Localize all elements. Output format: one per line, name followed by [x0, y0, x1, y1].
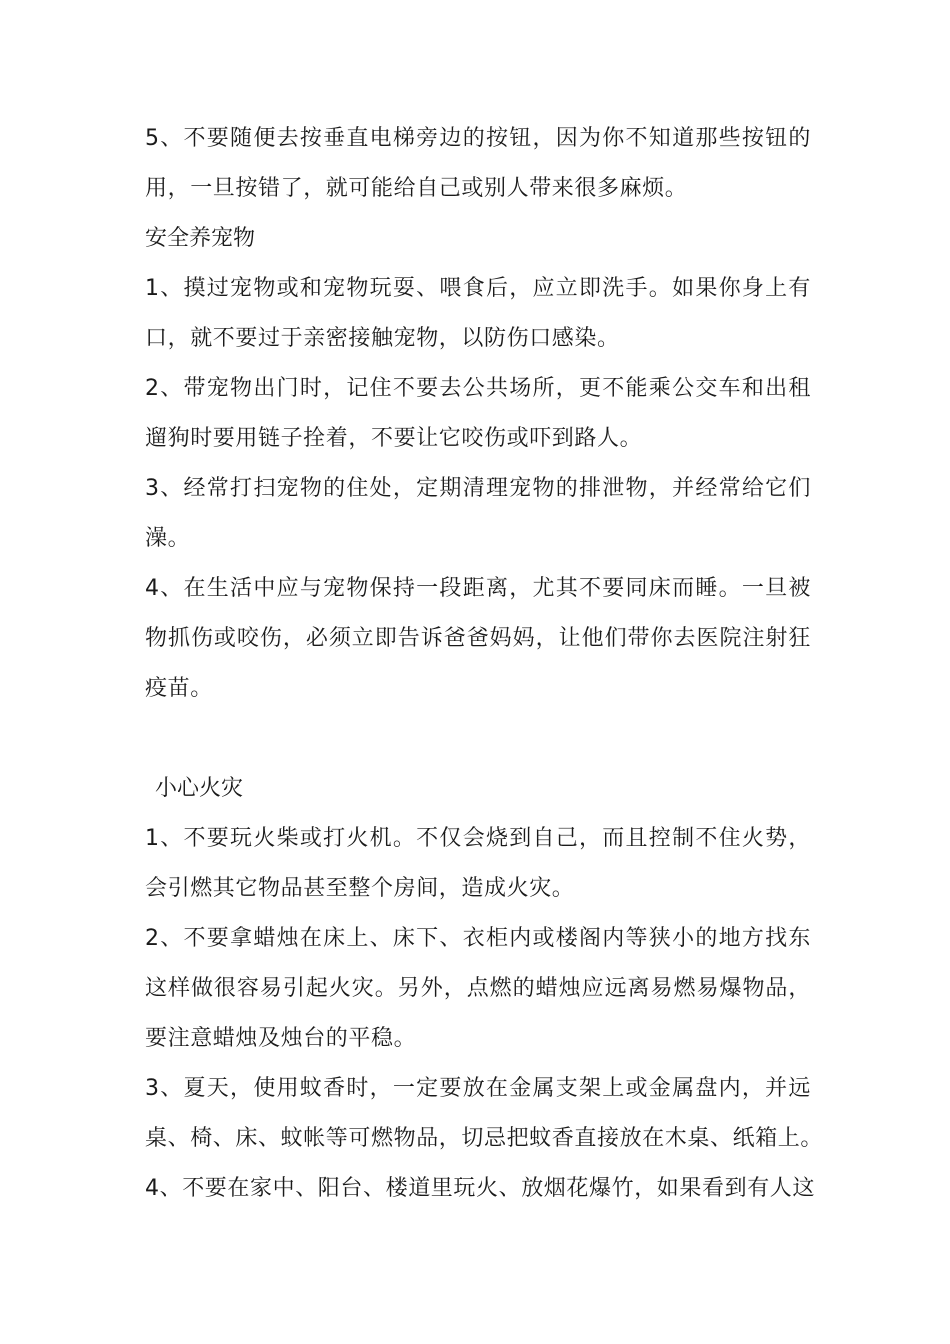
paragraph	[145, 564, 811, 714]
paragraph	[145, 464, 811, 564]
text-line: 2、带宠物出门时，记住不要去公共场所，更不能乘公交车和出租	[145, 376, 811, 401]
text-line: 疫苗。	[145, 676, 213, 701]
section-heading: 安全养宠物	[145, 226, 256, 251]
text-line: 3、夏天，使用蚊香时，一定要放在金属支架上或金属盘内，并远	[145, 1076, 811, 1101]
text-line: 1、不要玩火柴或打火机。不仅会烧到自己，而且控制不住火势，	[145, 826, 811, 851]
blank-line	[145, 714, 811, 764]
paragraph	[145, 814, 811, 914]
text-line: 这样做很容易引起火灾。另外，点燃的蜡烛应远离易燃易爆物品，	[145, 976, 811, 1001]
text-line: 要注意蜡烛及烛台的平稳。	[145, 1026, 417, 1051]
text-line: 4、在生活中应与宠物保持一段距离，尤其不要同床而睡。一旦被	[145, 576, 811, 601]
text-line: 用，一旦按错了，就可能给自己或别人带来很多麻烦。	[145, 176, 688, 201]
paragraph	[145, 114, 811, 214]
text-line: 会引燃其它物品甚至整个房间，造成火灾。	[145, 876, 575, 901]
text-line: 桌、椅、床、蚊帐等可燃物品，切忌把蚊香直接放在木桌、纸箱上。	[145, 1126, 824, 1151]
text-line: 3、经常打扫宠物的住处，定期清理宠物的排泄物，并经常给它们	[145, 476, 811, 501]
section-heading: 小心火灾	[155, 776, 244, 801]
paragraph	[145, 1064, 824, 1164]
text-line: 口，就不要过于亲密接触宠物，以防伤口感染。	[145, 326, 620, 351]
paragraph	[145, 914, 811, 1064]
text-line: 2、不要拿蜡烛在床上、床下、衣柜内或楼阁内等狭小的地方找东	[145, 926, 811, 951]
paragraph	[145, 264, 811, 364]
paragraph	[145, 1164, 815, 1214]
text-line: 物抓伤或咬伤，必须立即告诉爸爸妈妈，让他们带你去医院注射狂	[145, 626, 811, 651]
text-line: 4、不要在家中、阳台、楼道里玩火、放烟花爆竹，如果看到有人这	[145, 1176, 815, 1201]
text-line: 澡。	[145, 526, 191, 551]
text-line: 遛狗时要用链子拴着，不要让它咬伤或吓到路人。	[145, 426, 643, 451]
text-line: 5、不要随便去按垂直电梯旁边的按钮，因为你不知道那些按钮的	[145, 126, 811, 151]
paragraph	[145, 364, 811, 464]
text-line: 1、摸过宠物或和宠物玩耍、喂食后，应立即洗手。如果你身上有	[145, 276, 811, 301]
document-body	[145, 114, 824, 1214]
